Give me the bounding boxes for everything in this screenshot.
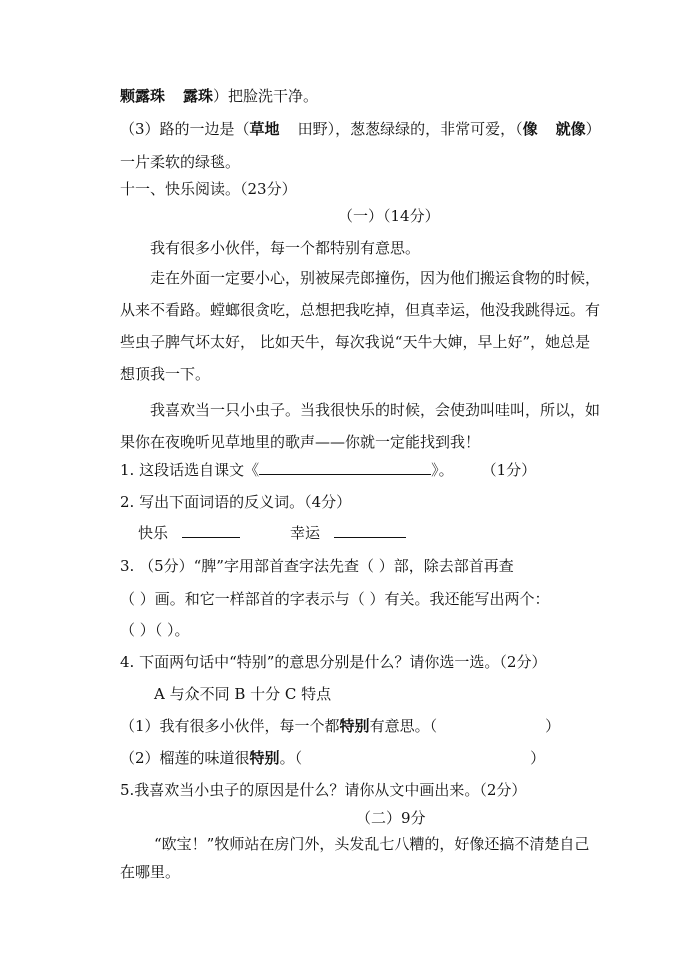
text: （3）路的一边是（ xyxy=(120,120,250,138)
question-3-cont: 一片柔软的绿毯。 xyxy=(120,153,241,171)
question-2: 2. 写出下面词语的反义词。（4分） xyxy=(120,493,352,511)
question-2-words xyxy=(138,523,406,543)
answer-blank[interactable] xyxy=(334,523,406,538)
passage-para-2: 走在外面一定要小心，别被屎壳郎撞伤，因为他们搬运食物的时候， xyxy=(150,269,601,287)
question-4-sentence-1 xyxy=(120,716,560,736)
passage-para-2: 从来不看路。螳螂很贪吃，总想把我吃掉，但真幸运，他没我跳得远。有 xyxy=(120,301,601,319)
option-caodi: 草地 xyxy=(249,120,280,138)
text: ）把脸洗干净。 xyxy=(213,87,319,105)
answer-blank[interactable] xyxy=(182,523,240,538)
word: 快乐 xyxy=(138,524,169,542)
option-jiuxiang: 就像 xyxy=(555,120,586,138)
question-1 xyxy=(120,460,536,480)
question-3-radical: 3. （5分）“脾”字用部首查字法先查（ ）部，除去部首再查 xyxy=(120,557,514,575)
word: 幸运 xyxy=(290,524,321,542)
passage-para-1: 我有很多小伙伴，每一个都特别有意思。 xyxy=(150,239,421,257)
prev-question-tail xyxy=(120,86,318,106)
part-one-heading: （一）（14分） xyxy=(338,207,440,225)
passage-2-para-1: “欧宝！”牧师站在房门外，头发乱七八糟的，好像还搞不清楚自己 xyxy=(154,835,590,853)
question-4-sentence-2 xyxy=(120,748,545,768)
passage-para-3: 果你在夜晚听见草地里的歌声——你就一定能找到我！ xyxy=(120,433,481,451)
text: 1. 这段话选自课文《 xyxy=(120,461,260,479)
text: （2）榴莲的味道很 xyxy=(120,749,250,767)
text: ） xyxy=(530,749,546,767)
part-two-heading: （二）9分 xyxy=(356,809,426,827)
option-1: 颗露珠 xyxy=(120,87,166,105)
text: （1）我有很多小伙伴，每一个都 xyxy=(120,717,340,735)
text: 》。 xyxy=(431,461,454,479)
passage-para-3: 我喜欢当一只小虫子。当我很快乐的时候，会使劲叫哇叫，所以，如 xyxy=(150,401,601,419)
text: ） xyxy=(585,120,601,138)
passage-para-2: 想顶我一下。 xyxy=(120,365,211,383)
answer-blank[interactable] xyxy=(259,460,431,475)
passage-2-para-1: 在哪里。 xyxy=(120,863,181,881)
option-tianye: 田野 xyxy=(297,120,328,138)
question-3-radical: （ ）（ ）。 xyxy=(120,621,190,639)
question-3-radical: （ ）画。和它一样部首的字表示与（ ）有关。我还能写出两个： xyxy=(120,590,550,608)
question-4: 4. 下面两句话中“特别”的意思分别是什么？请你选一选。（2分） xyxy=(120,653,547,671)
text: 。（ xyxy=(279,749,303,767)
text: ），葱葱绿绿的，非常可爱，（ xyxy=(327,120,523,138)
text: 有意思。（ xyxy=(369,717,438,735)
passage-para-2: 些虫子脾气坏太好， 比如天牛，每次我说“天牛大婶，早上好”，她总是 xyxy=(120,333,591,351)
points: （1分） xyxy=(481,461,537,479)
question-4-options: A 与众不同 B 十分 C 特点 xyxy=(154,685,332,703)
keyword: 特别 xyxy=(339,717,370,735)
question-3 xyxy=(120,119,601,139)
option-2: 露珠 xyxy=(183,87,214,105)
option-xiang: 像 xyxy=(522,120,538,138)
keyword: 特别 xyxy=(249,749,280,767)
question-5: 5.我喜欢当小虫子的原因是什么？请你从文中画出来。（2分） xyxy=(120,781,527,799)
section-heading: 十一、快乐阅读。（23分） xyxy=(120,180,297,198)
text: ） xyxy=(545,717,561,735)
